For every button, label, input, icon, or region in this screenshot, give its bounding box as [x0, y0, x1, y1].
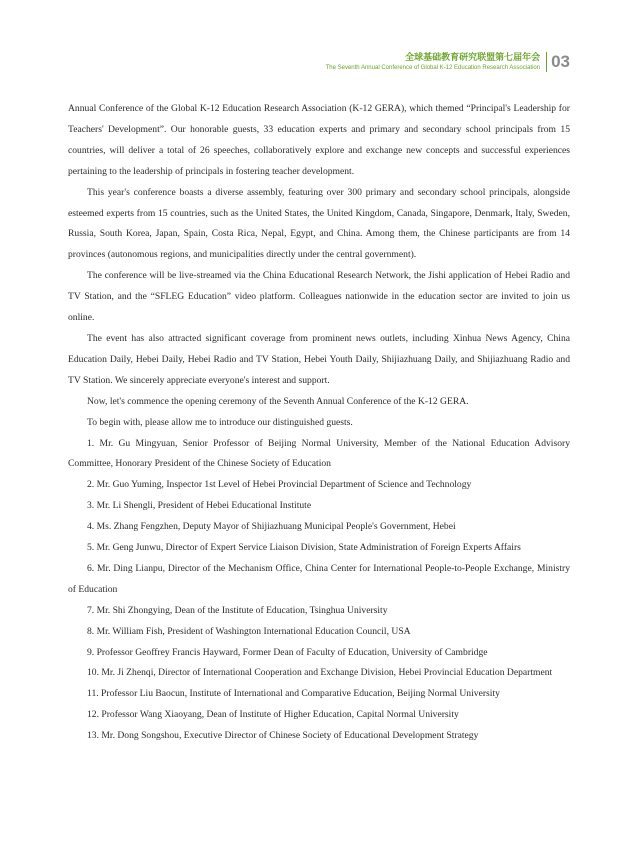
paragraph-intro-continued: Annual Conference of the Global K-12 Education Research Association (K-12 GERA), which themed “Principal's Leadership for Teachers' Development”. Our honorable guests, 33 education experts and primary and secondary school principals from 15 countries, will deliver a total of 26 speeches, collaboratively explore and exchange new concepts and successful experiences pertaining to the leadership of principals in fostering teacher development. — [68, 103, 570, 177]
guest-item-5: 5. Mr. Geng Junwu, Director of Expert Service Liaison Division, State Administration of Foreign Experts Affairs — [87, 542, 521, 554]
paragraph-livestream: The conference will be live-streamed via the China Educational Research Network, the Jishi application of Hebei Radio and TV Station, and the “SFLEG Education” video platform. Colleagues nationwide in the education sector are invited to join us online. — [68, 270, 570, 324]
paragraph-coverage: The event has also attracted significant coverage from prominent news outlets, including Xinhua News Agency, China Education Daily, Hebei Daily, Hebei Radio and TV Station, Hebei Youth Daily, Shijiazhuang Daily, and Shijiazhuang Radio and TV Station. We sincerely appreciate everyone's interest and support. — [68, 332, 570, 386]
page-number: 03 — [551, 52, 570, 71]
guest-item-3: 3. Mr. Li Shengli, President of Hebei Educational Institute — [87, 500, 312, 512]
header-divider — [546, 52, 547, 72]
paragraph-introduce-guests: To begin with, please allow me to introduce our distinguished guests. — [87, 416, 353, 428]
document-body — [68, 99, 570, 747]
guest-item-11: 11. Professor Liu Baocun, Institute of International and Comparative Education, Beijing Normal University — [87, 688, 500, 700]
guest-item-6: 6. Mr. Ding Lianpu, Director of the Mechanism Office, China Center for International People-to-People Exchange, Ministry of Education — [68, 562, 570, 595]
guest-item-13: 13. Mr. Dong Songshou, Executive Director of Chinese Society of Educational Development Strategy — [87, 730, 479, 742]
page-header — [326, 52, 570, 72]
guest-item-1: 1. Mr. Gu Mingyuan, Senior Professor of Beijing Normal University, Member of the National Education Advisory Committee, Honorary President of the Chinese Society of Education — [68, 437, 570, 470]
guest-item-8: 8. Mr. William Fish, President of Washington International Education Council, USA — [87, 625, 411, 637]
paragraph-opening: Now, let's commence the opening ceremony of the Seventh Annual Conference of the K-12 GERA. — [87, 395, 469, 407]
guest-item-12: 12. Professor Wang Xiaoyang, Dean of Institute of Higher Education, Capital Normal University — [87, 709, 459, 721]
header-titles — [326, 53, 540, 72]
header-english-title: The Seventh Annual Conference of Global K-12 Education Research Association — [325, 64, 541, 71]
guest-item-10: 10. Mr. Ji Zhenqi, Director of International Cooperation and Exchange Division, Hebei Provincial Education Department — [87, 667, 553, 679]
guest-item-7: 7. Mr. Shi Zhongying, Dean of the Institute of Education, Tsinghua University — [87, 604, 388, 616]
guest-item-4: 4. Ms. Zhang Fengzhen, Deputy Mayor of Shijiazhuang Municipal People's Government, Hebei — [87, 521, 456, 533]
header-chinese-title: 全球基础教育研究联盟第七届年会 — [405, 52, 541, 63]
guest-item-9: 9. Professor Geoffrey Francis Hayward, Former Dean of Faculty of Education, University of Cambridge — [87, 646, 488, 658]
paragraph-assembly: This year's conference boasts a diverse assembly, featuring over 300 primary and secondary school principals, alongside esteemed experts from 15 countries, such as the United States, the United Kingdom, Canada, Singapore, Denmark, Italy, Sweden, Russia, South Korea, Japan, Spain, Costa Rica, Nepal, Egypt, and China. Among them, the Chinese participants are from 14 provinces (autonomous regions, and municipalities directly under the central government). — [68, 186, 570, 261]
guest-item-2: 2. Mr. Guo Yuming, Inspector 1st Level of Hebei Provincial Department of Science and Technology — [87, 479, 472, 491]
